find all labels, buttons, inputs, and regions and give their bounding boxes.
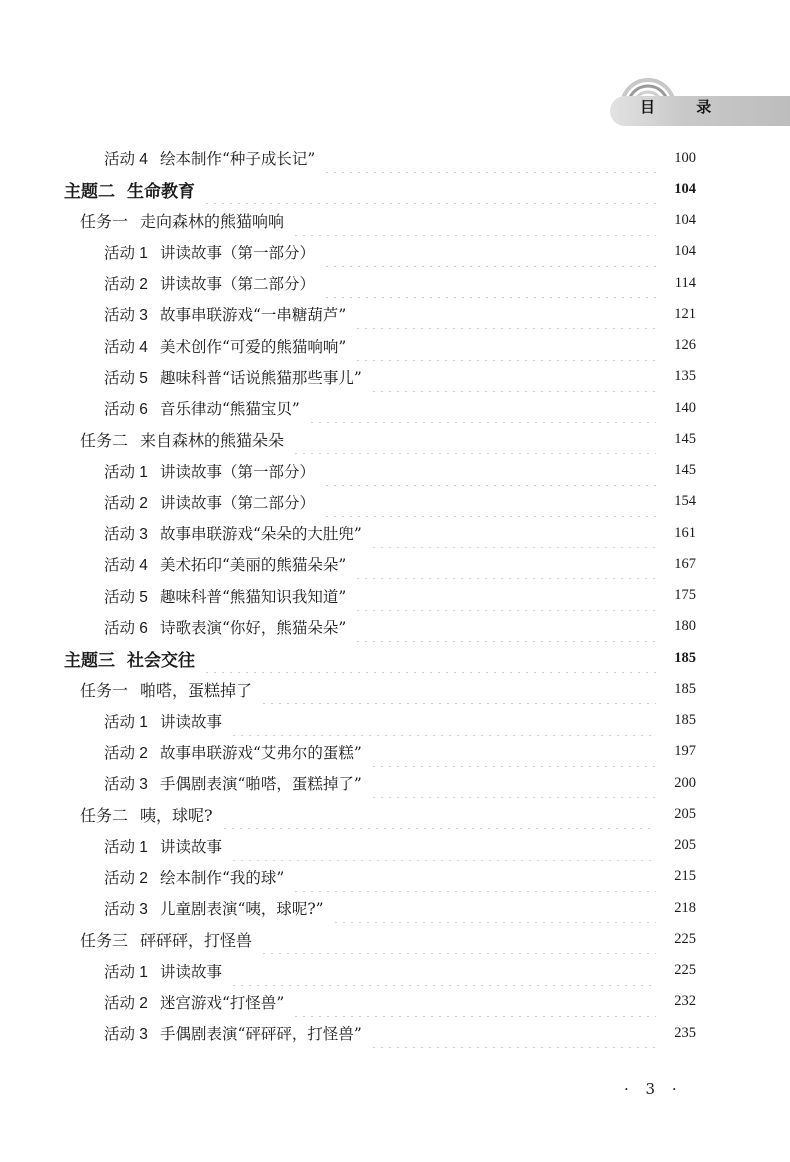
toc-entry-title: 讲读故事（第一部分） bbox=[159, 243, 315, 262]
leader-dots bbox=[292, 987, 656, 1017]
toc-entry-page: 140 bbox=[674, 399, 696, 416]
toc-entry-number: 任务一 bbox=[80, 214, 129, 231]
leader-dots bbox=[292, 206, 656, 236]
toc-activity-entry[interactable] bbox=[104, 768, 696, 798]
leader-dots bbox=[260, 924, 656, 954]
toc-entry-label bbox=[104, 241, 315, 263]
toc-entry-page: 205 bbox=[674, 837, 696, 853]
toc-activity-entry[interactable] bbox=[104, 331, 696, 361]
toc-entry-label bbox=[80, 428, 284, 451]
toc-task-entry[interactable] bbox=[80, 924, 696, 954]
toc-entry-page: 185 bbox=[674, 712, 696, 728]
toc-entry-number: 活动 3 bbox=[104, 901, 148, 918]
toc-entry-page: 167 bbox=[674, 555, 696, 572]
toc-entry-label bbox=[104, 397, 300, 419]
leader-dots bbox=[221, 799, 656, 829]
toc-entry-page: 161 bbox=[674, 524, 696, 541]
leader-dots bbox=[230, 956, 656, 986]
toc-entry-label bbox=[80, 928, 252, 951]
toc-entry-title: 绘本制作“我的球” bbox=[159, 868, 285, 887]
toc-entry-number: 活动 2 bbox=[104, 494, 148, 512]
toc-entry-title: 诗歌表演“你好，熊猫朵朵” bbox=[159, 618, 347, 637]
leader-dots bbox=[230, 831, 656, 861]
leader-dots bbox=[370, 518, 656, 548]
toc-entry-page: 205 bbox=[674, 805, 696, 822]
leader-dots bbox=[323, 143, 656, 173]
leader-dots bbox=[230, 706, 656, 736]
toc-entry-title: 故事串联游戏“朵朵的大肚兜” bbox=[159, 525, 362, 543]
toc-entry-label bbox=[104, 335, 346, 357]
toc-entry-page: 175 bbox=[674, 587, 696, 603]
leader-dots bbox=[292, 862, 656, 892]
toc-entry-number: 活动 6 bbox=[104, 619, 148, 637]
toc-entry-number: 任务一 bbox=[80, 682, 129, 700]
toc-entry-label bbox=[104, 710, 222, 732]
leader-dots bbox=[370, 737, 656, 767]
leader-dots bbox=[260, 674, 656, 704]
toc-entry-number: 活动 1 bbox=[104, 713, 148, 731]
leader-dots bbox=[308, 393, 656, 423]
toc-entry-page: 185 bbox=[674, 649, 696, 666]
toc-entry-title: 故事串联游戏“艾弗尔的蛋糕” bbox=[159, 743, 362, 762]
toc-entry-page: 180 bbox=[674, 618, 696, 635]
toc-entry-label bbox=[104, 991, 284, 1013]
toc-entry-number: 活动 2 bbox=[104, 276, 148, 293]
header-title: 目 录 bbox=[640, 98, 730, 116]
toc-entry-title: 讲读故事（第二部分） bbox=[159, 275, 315, 293]
leader-dots bbox=[323, 487, 656, 517]
toc-entry-page: 200 bbox=[674, 774, 696, 791]
toc-entry-page: 225 bbox=[674, 962, 696, 978]
toc-entry-label bbox=[104, 522, 362, 544]
toc-entry-title: 讲读故事（第一部分） bbox=[159, 462, 315, 481]
toc-entry-label bbox=[64, 177, 195, 202]
toc-entry-title: 咦，球呢? bbox=[140, 805, 213, 825]
toc-entry-page: 232 bbox=[674, 993, 696, 1010]
toc-entry-title: 音乐律动“熊猫宝贝” bbox=[159, 400, 300, 418]
toc-activity-entry[interactable] bbox=[104, 393, 696, 423]
toc-entry-title: 故事串联游戏“一串糖葫芦” bbox=[159, 306, 347, 325]
toc-entry-title: 趣味科普“熊猫知识我知道” bbox=[159, 587, 347, 606]
toc-entry-number: 任务三 bbox=[80, 932, 129, 950]
leader-dots bbox=[323, 456, 656, 486]
toc-entry-label bbox=[104, 272, 315, 294]
toc-entry-number: 活动 1 bbox=[104, 838, 148, 856]
toc-entry-label bbox=[104, 772, 362, 794]
toc-entry-title: 讲读故事（第二部分） bbox=[159, 493, 315, 512]
leader-dots bbox=[354, 612, 656, 642]
toc-entry-page: 104 bbox=[674, 212, 696, 228]
toc-activity-entry[interactable] bbox=[104, 299, 696, 329]
toc-task-entry[interactable] bbox=[80, 674, 696, 704]
leader-dots bbox=[370, 1018, 656, 1048]
toc-entry-page: 215 bbox=[674, 868, 696, 885]
toc-entry-number: 活动 2 bbox=[104, 994, 148, 1012]
toc-entry-title: 手偶剧表演“啪嗒，蛋糕掉了” bbox=[159, 775, 362, 793]
toc-activity-entry[interactable] bbox=[104, 831, 696, 861]
toc-entry-label bbox=[104, 366, 362, 388]
leader-dots bbox=[203, 174, 656, 204]
toc-entry-label bbox=[104, 866, 284, 888]
toc-entry-label bbox=[104, 553, 346, 575]
toc-entry-number: 活动 1 bbox=[104, 963, 148, 981]
toc-entry-number: 活动 3 bbox=[104, 307, 148, 325]
toc-entry-label bbox=[104, 303, 346, 325]
leader-dots bbox=[332, 893, 656, 923]
page-header bbox=[0, 0, 790, 140]
toc-activity-entry[interactable] bbox=[104, 706, 696, 736]
toc-entry-title: 绘本制作“种子成长记” bbox=[159, 150, 316, 168]
toc-entry-number: 活动 5 bbox=[104, 588, 148, 606]
toc-entry-page: 121 bbox=[674, 305, 696, 322]
toc-entry-label bbox=[104, 460, 315, 482]
toc-entry-title: 手偶剧表演“砰砰砰，打怪兽” bbox=[159, 1025, 362, 1043]
toc-entry-title: 趣味科普“话说熊猫那些事儿” bbox=[159, 368, 362, 387]
leader-dots bbox=[354, 331, 656, 361]
toc-entry-page: 100 bbox=[674, 149, 696, 166]
toc-entry-label bbox=[104, 147, 315, 169]
toc-entry-number: 活动 6 bbox=[104, 401, 148, 418]
toc-entry-label bbox=[80, 209, 284, 232]
toc-entry-number: 任务二 bbox=[80, 807, 129, 825]
toc-entry-page: 197 bbox=[674, 743, 696, 760]
toc-activity-entry[interactable] bbox=[104, 143, 696, 173]
toc-activity-entry[interactable] bbox=[104, 268, 696, 298]
toc-entry-title: 社会交往 bbox=[127, 650, 195, 671]
toc-entry-page: 126 bbox=[674, 337, 696, 353]
leader-dots bbox=[323, 268, 656, 298]
toc-task-entry[interactable] bbox=[80, 799, 696, 829]
toc-activity-entry[interactable] bbox=[104, 549, 696, 579]
toc-activity-entry[interactable] bbox=[104, 581, 696, 611]
leader-dots bbox=[203, 643, 656, 673]
toc-entry-label bbox=[104, 960, 222, 982]
toc-entry-title: 生命教育 bbox=[127, 181, 195, 202]
toc-entry-number: 活动 2 bbox=[104, 869, 148, 887]
toc-entry-number: 活动 4 bbox=[104, 557, 148, 575]
toc-activity-entry[interactable] bbox=[104, 987, 696, 1017]
toc-task-entry[interactable] bbox=[80, 424, 696, 454]
leader-dots bbox=[370, 362, 656, 392]
toc-entry-title: 讲读故事 bbox=[159, 837, 222, 856]
toc-entry-label bbox=[104, 1022, 362, 1044]
toc-entry-title: 讲读故事 bbox=[159, 712, 222, 731]
toc-entry-title: 讲读故事 bbox=[159, 962, 222, 981]
toc-activity-entry[interactable] bbox=[104, 237, 696, 267]
toc-entry-title: 美术拓印“美丽的熊猫朵朵” bbox=[159, 556, 347, 575]
toc-entry-page: 235 bbox=[674, 1024, 696, 1041]
toc-entry-number: 主题三 bbox=[64, 650, 115, 670]
toc-entry-label bbox=[104, 897, 324, 919]
leader-dots bbox=[354, 299, 656, 329]
toc-entry-page: 145 bbox=[674, 462, 696, 478]
toc-entry-number: 活动 5 bbox=[104, 369, 148, 387]
toc-entry-title: 儿童剧表演“咦，球呢?” bbox=[159, 900, 324, 918]
toc-entry-page: 114 bbox=[674, 274, 696, 291]
toc-entry-page: 218 bbox=[674, 899, 696, 916]
toc-activity-entry[interactable] bbox=[104, 862, 696, 892]
toc-entry-page: 225 bbox=[674, 930, 696, 947]
toc-entry-number: 活动 3 bbox=[104, 1026, 148, 1043]
toc-activity-entry[interactable] bbox=[104, 362, 696, 392]
toc-entry-number: 活动 3 bbox=[104, 526, 148, 543]
toc-entry-page: 104 bbox=[674, 180, 696, 197]
toc-task-entry[interactable] bbox=[80, 206, 696, 236]
toc-entry-number: 活动 4 bbox=[104, 151, 148, 168]
toc-activity-entry[interactable] bbox=[104, 893, 696, 923]
toc-theme-entry[interactable] bbox=[64, 174, 696, 204]
toc-activity-entry[interactable] bbox=[104, 612, 696, 642]
toc-entry-title: 啪嗒，蛋糕掉了 bbox=[140, 680, 253, 700]
page-number: · 3 · bbox=[624, 1080, 683, 1098]
toc-theme-entry[interactable] bbox=[64, 643, 696, 673]
toc-entry-number: 主题二 bbox=[64, 181, 115, 201]
toc-activity-entry[interactable] bbox=[104, 956, 696, 986]
toc-entry-number: 任务二 bbox=[80, 432, 129, 450]
leader-dots bbox=[292, 424, 656, 454]
toc-entry-label bbox=[80, 803, 213, 826]
leader-dots bbox=[354, 581, 656, 611]
toc-entry-page: 154 bbox=[674, 493, 696, 510]
toc-entry-label bbox=[64, 646, 195, 671]
leader-dots bbox=[354, 549, 656, 579]
toc-entry-number: 活动 4 bbox=[104, 338, 148, 356]
toc-entry-label bbox=[80, 678, 252, 701]
toc-entry-label bbox=[104, 491, 315, 513]
toc-entry-page: 145 bbox=[674, 430, 696, 447]
toc-activity-entry[interactable] bbox=[104, 737, 696, 767]
toc-entry-title: 来自森林的熊猫朵朵 bbox=[140, 430, 285, 450]
toc-entry-number: 活动 3 bbox=[104, 776, 148, 793]
toc-activity-entry[interactable] bbox=[104, 518, 696, 548]
toc-entry-title: 砰砰砰，打怪兽 bbox=[140, 930, 253, 950]
toc-entry-page: 185 bbox=[674, 680, 696, 697]
toc-entry-label bbox=[104, 835, 222, 857]
toc-entry-title: 走向森林的熊猫响响 bbox=[140, 212, 285, 231]
toc-activity-entry[interactable] bbox=[104, 1018, 696, 1048]
toc-entry-number: 活动 1 bbox=[104, 244, 148, 262]
toc-entry-title: 美术创作“可爱的熊猫响响” bbox=[159, 337, 347, 356]
leader-dots bbox=[323, 237, 656, 267]
toc-entry-label bbox=[104, 616, 346, 638]
leader-dots bbox=[370, 768, 656, 798]
toc-activity-entry[interactable] bbox=[104, 456, 696, 486]
toc-entry-label bbox=[104, 585, 346, 607]
toc-entry-page: 135 bbox=[674, 368, 696, 385]
toc-entry-number: 活动 2 bbox=[104, 744, 148, 762]
toc-entry-label bbox=[104, 741, 362, 763]
toc-entry-page: 104 bbox=[674, 243, 696, 260]
toc-activity-entry[interactable] bbox=[104, 487, 696, 517]
toc-entry-number: 活动 1 bbox=[104, 463, 148, 481]
toc-entry-title: 迷宫游戏“打怪兽” bbox=[159, 993, 285, 1012]
